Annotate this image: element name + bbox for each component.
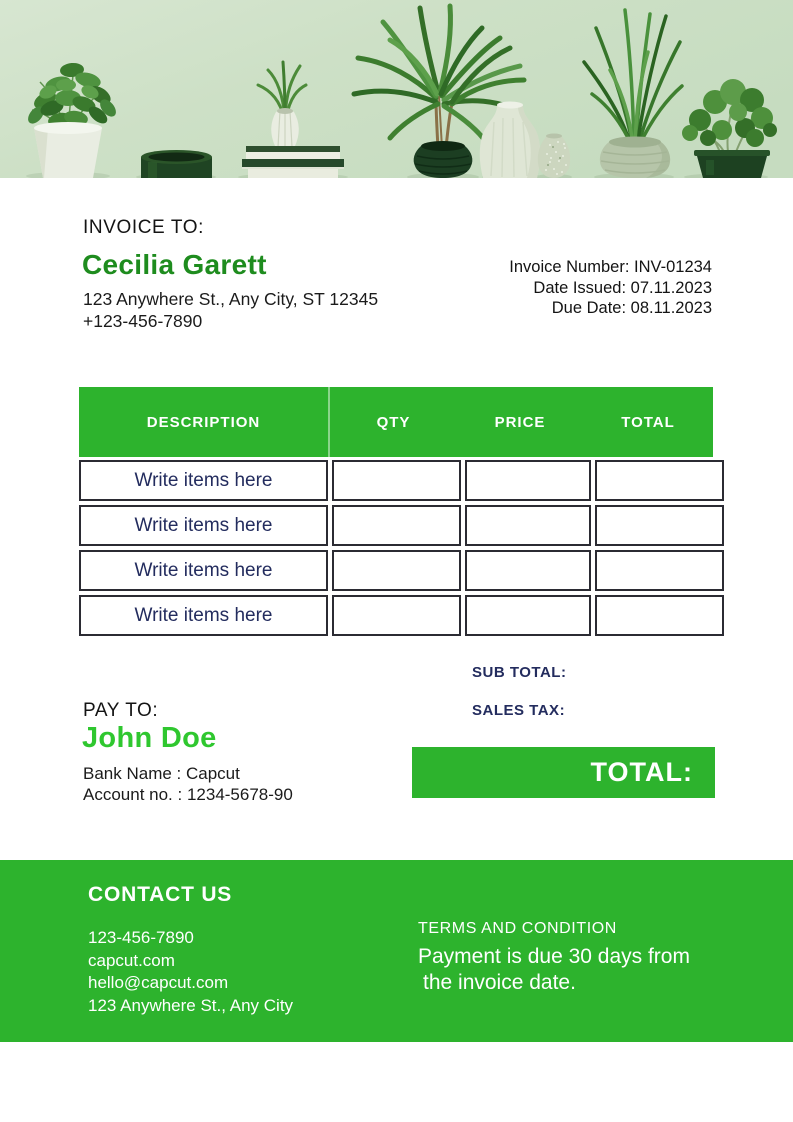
qty-cell[interactable] [332, 460, 461, 501]
terms-text [418, 944, 690, 996]
invoice-number-label: Invoice Number: [509, 258, 630, 276]
cylinder-pot [141, 150, 212, 178]
qty-cell[interactable] [332, 595, 461, 636]
price-cell[interactable] [465, 505, 591, 546]
sub-total-label: SUB TOTAL: [472, 664, 567, 681]
due-date-line [509, 298, 712, 319]
table-row [79, 505, 724, 546]
account-number-line: Account no. : 1234-5678-90 [83, 785, 293, 804]
date-issued-value: 07.11.2023 [630, 278, 712, 297]
terms-heading: TERMS AND CONDITION [418, 920, 617, 937]
price-cell[interactable] [465, 460, 591, 501]
item-description-cell[interactable]: Write items here [79, 505, 328, 546]
qty-cell[interactable] [332, 550, 461, 591]
customer-name: Cecilia Garett [82, 249, 267, 280]
col-header-qty: QTY [328, 387, 457, 457]
customer-address: 123 Anywhere St., Any City, ST 12345 [83, 289, 379, 309]
total-cell[interactable] [595, 595, 724, 636]
contact-phone: 123-456-7890 [88, 928, 194, 947]
total-cell[interactable] [595, 550, 724, 591]
total-cell[interactable] [595, 460, 724, 501]
items-table-header [79, 387, 713, 457]
col-header-price: PRICE [494, 413, 546, 431]
invoice-details [509, 257, 712, 319]
due-date-label: Due Date: [551, 299, 627, 317]
invoice-number-value: INV-01234 [634, 258, 712, 276]
price-cell[interactable] [465, 595, 591, 636]
date-issued-label: Date Issued: [533, 278, 627, 297]
table-row [79, 550, 724, 591]
contact-info [88, 927, 293, 1017]
customer-phone: +123-456-7890 [83, 311, 203, 331]
footer [0, 860, 793, 1042]
invoice-number-line [509, 257, 712, 278]
table-row [79, 460, 724, 501]
bank-name-line: Bank Name : Capcut [83, 764, 240, 783]
item-description-cell[interactable]: Write items here [79, 460, 328, 501]
items-table [75, 456, 728, 640]
col-header-total: TOTAL [621, 413, 675, 431]
qty-cell[interactable] [332, 505, 461, 546]
date-issued-line [509, 278, 712, 299]
col-header-description: DESCRIPTION [146, 413, 261, 431]
pay-to-label: PAY TO: [83, 700, 159, 721]
item-description-cell[interactable]: Write items here [79, 595, 328, 636]
total-bar: TOTAL: [412, 747, 715, 798]
item-description-cell[interactable]: Write items here [79, 550, 328, 591]
sales-tax-label: SALES TAX: [472, 702, 566, 719]
payee-name: John Doe [82, 722, 217, 754]
plants-photo [0, 0, 793, 178]
invoice-to-label: INVOICE TO: [83, 217, 204, 238]
contact-address: 123 Anywhere St., Any City [88, 995, 294, 1015]
contact-website: capcut.com [88, 950, 175, 970]
contact-us-heading: CONTACT US [88, 883, 233, 906]
terms-line: Payment is due 30 days from [418, 945, 690, 968]
contact-email: hello@capcut.com [88, 973, 229, 992]
terms-line: the invoice date. [423, 971, 576, 994]
total-cell[interactable] [595, 505, 724, 546]
table-row [79, 595, 724, 636]
due-date-value: 08.11.2023 [630, 299, 712, 317]
price-cell[interactable] [465, 550, 591, 591]
